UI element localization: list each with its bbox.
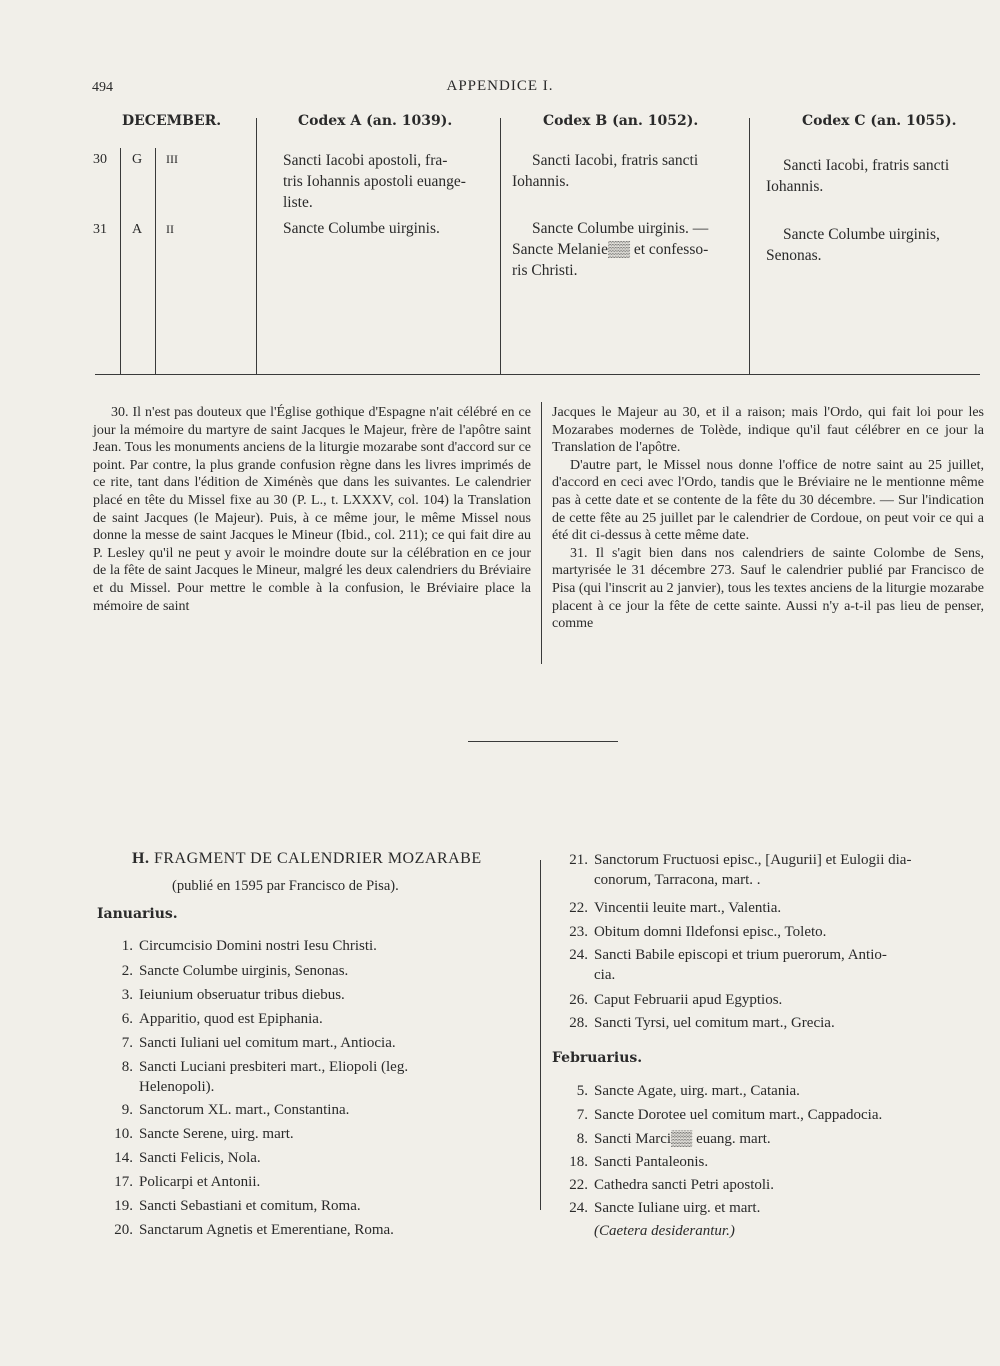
month-heading-februarius: Februarius. [552, 1050, 643, 1066]
table-header-codex-a: Codex A (an. 1039). [298, 113, 453, 129]
codex-c-entry: Sancti Iacobi, fratris sancti Iohannis. [766, 157, 950, 195]
calendar-entry: 7. Sancte Dorotee uel comitum mart., Cappadocia. [576, 1107, 883, 1123]
section-divider [468, 741, 618, 742]
codex-a-entry: Sancte Columbe uirginis. [283, 220, 440, 237]
column-rule [541, 402, 542, 664]
calendar-entry: 23. Obitum domni Ildefonsi episc., Toleto. [569, 924, 827, 940]
calendar-entry: 24. Sancte Iuliane uirg. et mart. [569, 1200, 761, 1216]
calendar-entry: 8. Sancti Luciani presbiteri mart., Eliopoli (leg. Helenopoli). [121, 1059, 409, 1095]
notes-right-column [552, 404, 984, 633]
day-number: 31 [93, 222, 107, 237]
roman-kalend: II [166, 222, 174, 236]
note-paragraph: 30. Il n'est pas douteux que l'Église gothique d'Espagne n'ait célébré en ce jour la mémoire du martyre de saint Jacques le Majeur, frère de l'apôtre saint Jean. Tous les monuments anciens de la liturgie mozarabe sont d'accord sur ce point. Par contre, la plus grande confusion règne dans les livres imprimés de ce rite, tant dans l'édition de Ximénès que dans les suivantes. Le calendrier placé en tête du Missel fixe au 30 (P. L., t. LXXXV, col. 104) la Translation de saint Jacques (le Majeur). Puis, à ce même jour, le même Missel nous donne la messe de saint Jacques le Mineur (Ibid., col. 211); ce qui fait dire au P. Lesley qu'il ne peut y avoir le moindre doute sur la célébration en ce jour de la fête de saint Jacques le Mineur, malgré les deux calendriers du Bréviaire et du Missel. Pour mettre le comble à la confusion, le Bréviaire place la mémoire de saint [93, 405, 531, 614]
day-number: 30 [93, 152, 107, 167]
codex-c-entry: Sancte Columbe uirginis, Senonas. [766, 226, 940, 264]
note-paragraph: D'autre part, le Missel nous donne l'office de notre saint au 25 juillet, d'accord en ceci avec l'Ordo, tandis que le Bréviaire ne le mentionne même pas à cette date et se contente de la fête du 30 décembre. — Sur l'indication de cette fête au 25 juillet par le calendrier de Cordoue, on peut voir ce qui a été dit ci-dessus à cette même date. [552, 457, 984, 544]
calendar-entry: 22. Vincentii leuite mart., Valentia. [569, 900, 782, 916]
table-header-codex-c: Codex C (an. 1055). [802, 113, 957, 129]
column-rule [155, 148, 156, 374]
note-paragraph: 31. Il s'agit bien dans nos calendriers de sainte Colombe de Sens, martyrisée le 31 décembre 273. Sauf le calendrier publié par Francisco de Pisa (qui l'inscrit au 2 janvier), tous les textes anciens de la liturgie mozarabe placent à ce jour la fête de cette sainte. Aussi n'y a-t-il pas lieu de penser, comme [552, 545, 984, 632]
calendar-entry: 7. Sancti Iuliani uel comitum mart., Antiocia. [121, 1035, 396, 1051]
table-header-month: DECEMBER. [122, 113, 222, 129]
section-subtitle: (publié en 1595 par Francisco de Pisa). [172, 878, 399, 894]
calendar-entry: 19. Sancti Sebastiani et comitum, Roma. [114, 1198, 361, 1214]
calendar-entry: 10. Sancte Serene, uirg. mart. [114, 1126, 294, 1142]
calendar-entry: 6. Apparitio, quod est Epiphania. [121, 1011, 323, 1027]
table-header-codex-b: Codex B (an. 1052). [543, 113, 699, 129]
codex-b-entry: Sancti Iacobi, fratris sancti Iohannis. [512, 152, 699, 190]
codex-b-entry: Sancte Columbe uirginis. — Sancte Melanie▒▒ et confesso- ris Christi. [512, 220, 709, 279]
note-paragraph: Jacques le Majeur au 30, et il a raison; mais l'Ordo, qui fait loi pour les Mozarabes modernes de Tolède, indique qu'il faut célébrer en ce jour la Translation de l'apôtre. [552, 405, 984, 456]
calendar-entry: 1. Circumcisio Domini nostri Iesu Christi. [121, 938, 377, 954]
closing-note: (Caetera desiderantur.) [594, 1223, 735, 1239]
calendar-entry: 17. Policarpi et Antonii. [114, 1174, 261, 1190]
column-rule [500, 118, 501, 374]
column-rule [256, 118, 257, 374]
section-title: H. FRAGMENT DE CALENDRIER MOZARABE [132, 850, 482, 867]
running-title: APPENDICE I. [446, 78, 554, 94]
column-rule [749, 118, 750, 374]
calendar-entry: 14. Sancti Felicis, Nola. [114, 1150, 261, 1166]
calendar-entry: 28. Sancti Tyrsi, uel comitum mart., Grecia. [569, 1015, 835, 1031]
table-bottom-rule [95, 374, 980, 375]
calendar-entry: 18. Sancti Pantaleonis. [569, 1154, 709, 1170]
calendar-entry: 24. Sancti Babile episcopi et trium puerorum, Antio- cia. [569, 947, 887, 983]
column-rule [540, 860, 541, 1210]
calendar-entry: 9. Sanctorum XL. mart., Constantina. [121, 1102, 350, 1118]
dominical-letter: G [132, 152, 143, 167]
dominical-letter: A [132, 222, 143, 237]
calendar-entry: 26. Caput Februarii apud Egyptios. [569, 992, 783, 1008]
roman-kalend: III [166, 152, 178, 166]
calendar-entry: 5. Sancte Agate, uirg. mart., Catania. [576, 1083, 800, 1099]
calendar-entry: 2. Sancte Columbe uirginis, Senonas. [121, 963, 349, 979]
calendar-entry: 3. Ieiunium obseruatur tribus diebus. [121, 987, 345, 1003]
notes-left-column [93, 404, 531, 615]
calendar-entry: 20. Sanctarum Agnetis et Emerentiane, Roma. [114, 1222, 394, 1238]
page-number: 494 [92, 80, 113, 95]
month-heading-ianuarius: Ianuarius. [97, 906, 178, 922]
calendar-entry: 8. Sancti Marci▒▒ euang. mart. [576, 1131, 771, 1147]
codex-a-entry: Sancti Iacobi apostoli, fra- tris Iohannis apostoli euange- liste. [283, 152, 466, 211]
calendar-entry: 22. Cathedra sancti Petri apostoli. [569, 1177, 774, 1193]
column-rule [120, 148, 121, 374]
calendar-entry: 21. Sanctorum Fructuosi episc., [Augurii] et Eulogii dia- conorum, Tarracona, mart. . [569, 852, 912, 888]
